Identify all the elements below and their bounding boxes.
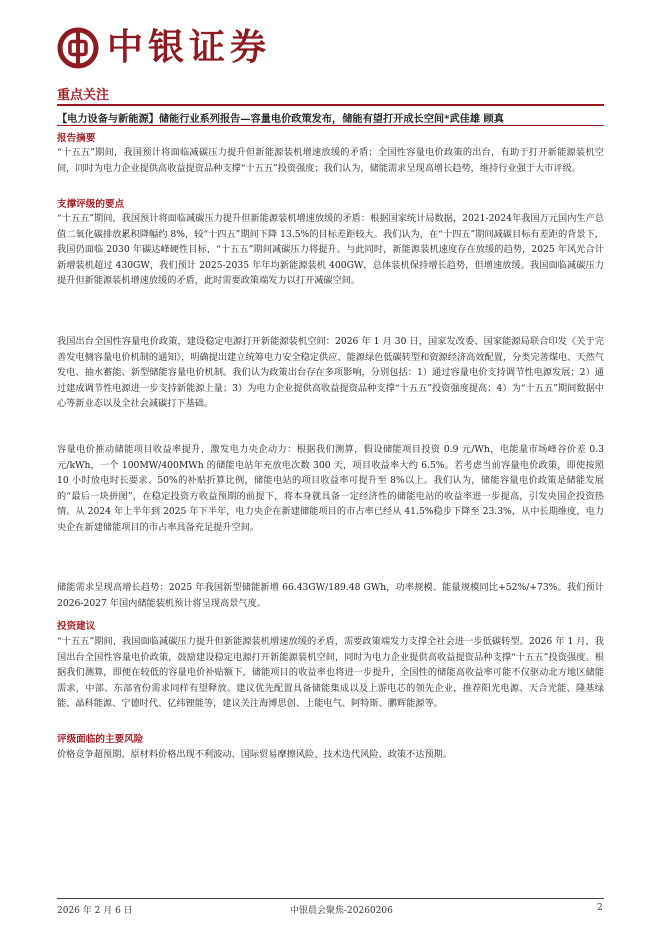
header-divider xyxy=(57,104,604,106)
footer-divider xyxy=(57,898,604,899)
section-title: 重点关注 xyxy=(57,88,110,103)
rating-paragraph-4: 储能需求呈现高增长趋势：2025 年我国新型储能新增 66.43GW/189.48 GWh，功率规模、能量规模同比+52%/+73%。我们预计 2026-2027 年国内储能装机预计将呈现高景气度。 xyxy=(57,582,604,609)
footer-center: 中银晨会聚焦-20260206 xyxy=(290,906,393,916)
footer-date: 2026 年 2 月 6 日 xyxy=(57,906,133,916)
title-divider xyxy=(57,125,604,126)
rating-paragraph-2: 我国出台全国性容量电价政策，建设稳定电源打开新能源装机空间：2026 年 1 月 30 日，国家发改委、国家能源局联合印发《关于完善发电侧容量电价机制的通知》，明确提出建立统筹电力安全稳定供应、能源绿色低碳转型和资源经济高效配置，分类完善煤电、天然气发电、抽水蓄能、新型储能容量电价机制。我们认为政策出台存在多项影响，分别包括：1）通过容量电价支持调节性电源发展；2）通过建成调节性电源进一步支持新能源上量；3）为电力企业提供高收益提资品种支撑“十五五”投资强度提高；4）为“十五五”期间数据中心等新业态以及全社会减碳打下基础。 xyxy=(57,336,604,409)
investment-paragraph: “十五五”期间，我国面临减碳压力提升但新能源装机增速放缓的矛盾，需要政策端发力支撑全社会进一步低碳转型。2026 年 1 月，我国出台全国性容量电价政策，鼓励建设稳定电源打开新能源装机空间，同时为电力企业提供高收益提资品种支撑“十五五”投资强度。根据我们测算，即便在较低的容量电价补贴额下，储能项目的收益率也将进一步提升，全国性的储能高收益率可能不仅驱动北方地区储能需求，中部、东部省份需求同样有望释放。建议优先配置具备储能集成以及上游电芯的领先企业，推荐阳光电源、天合光能、隆基绿能、晶科能源、宁德时代、亿纬锂能等，建议关注海博思创、上能电气、阿特斯、鹏辉能源等。 xyxy=(57,636,604,709)
risks-paragraph: 价格竞争超预期、原材料价格出现不利波动、国际贸易摩擦风险、技术迭代风险、政策不达预期。 xyxy=(57,749,453,760)
bank-logo xyxy=(57,22,271,74)
boc-emblem-icon xyxy=(57,27,99,69)
rating-paragraph-3: 容量电价推动储能项目收益率提升，激发电力央企动力：根据我们测算，假设储能项目投资 0.9 元/Wh，电能量市场峰谷价差 0.3 元/kWh，一个 100MW/400MWh 的储能电站年充放电次数 300 天，项目收益率大约 6.5%。若考虑当前容量电价政策，即使按照 10 小时放电时长要求、50%的补贴折算比例，储能电站的项目收益率可提升至 8%以上。我们认为，储能容量电价政策是储能发展的“最后一块拼图”，在稳定投资方收益预期的前提下，将本身就具备一定经济性的储能电站的收益率进一步提高，引发央国企投资热情。从 2024 年上半年到 2025 年下半年，电力央企在新建储能项目的市占率已经从 41.5%稳步下降至 23.3%，从中长期维度，电力央企在新建储能项目的市占率具备充足提升空间。 xyxy=(57,444,604,533)
summary-paragraph: “十五五”期间，我国预计将面临减碳压力提升但新能源装机增速放缓的矛盾；全国性容量电价政策的出台，有助于打开新能源装机空间，同时为电力企业提供高收益提资品种支撑“十五五”投资强度；我们认为，储能需求呈现高增长趋势，维持行业强于大市评级。 xyxy=(57,147,604,174)
heading-rating-points: 支撑评级的要点 xyxy=(57,199,125,210)
heading-investment: 投资建议 xyxy=(57,621,96,632)
logo-text: 中银证券 xyxy=(107,27,272,68)
report-title: 【电力设备与新能源】储能行业系列报告—容量电价政策发布，储能有望打开成长空间*武佳雄 顾真 xyxy=(57,113,504,125)
page-number: 2 xyxy=(597,903,603,913)
heading-risks: 评级面临的主要风险 xyxy=(57,734,144,745)
rating-paragraph-1: “十五五”期间，我国预计将面临减碳压力提升但新能源装机增速放缓的矛盾：根据国家统计局数据，2021-2024年我国万元国内生产总值二氧化碳排放累积降幅约 8%，较“十四五”期间下降 13.5%的目标差距较大。我们认为，在“十四五”期间减碳目标有差距的背景下，我国仍面临 2030 年碳达峰硬性目标，“十五五”期间减碳压力将提升。与此同时，新能源装机速度存在放缓的趋势，2025 年风光合计新增装机超过 430GW，我们预计 2025-2035 年年均新能源装机 400GW，总体装机保持增长趋势，但增速放缓。我国面临减碳压力提升但新能源装机增速放缓的矛盾，此时需要政策端发力以打开减碳空间。 xyxy=(57,213,604,286)
heading-summary: 报告摘要 xyxy=(57,133,96,144)
